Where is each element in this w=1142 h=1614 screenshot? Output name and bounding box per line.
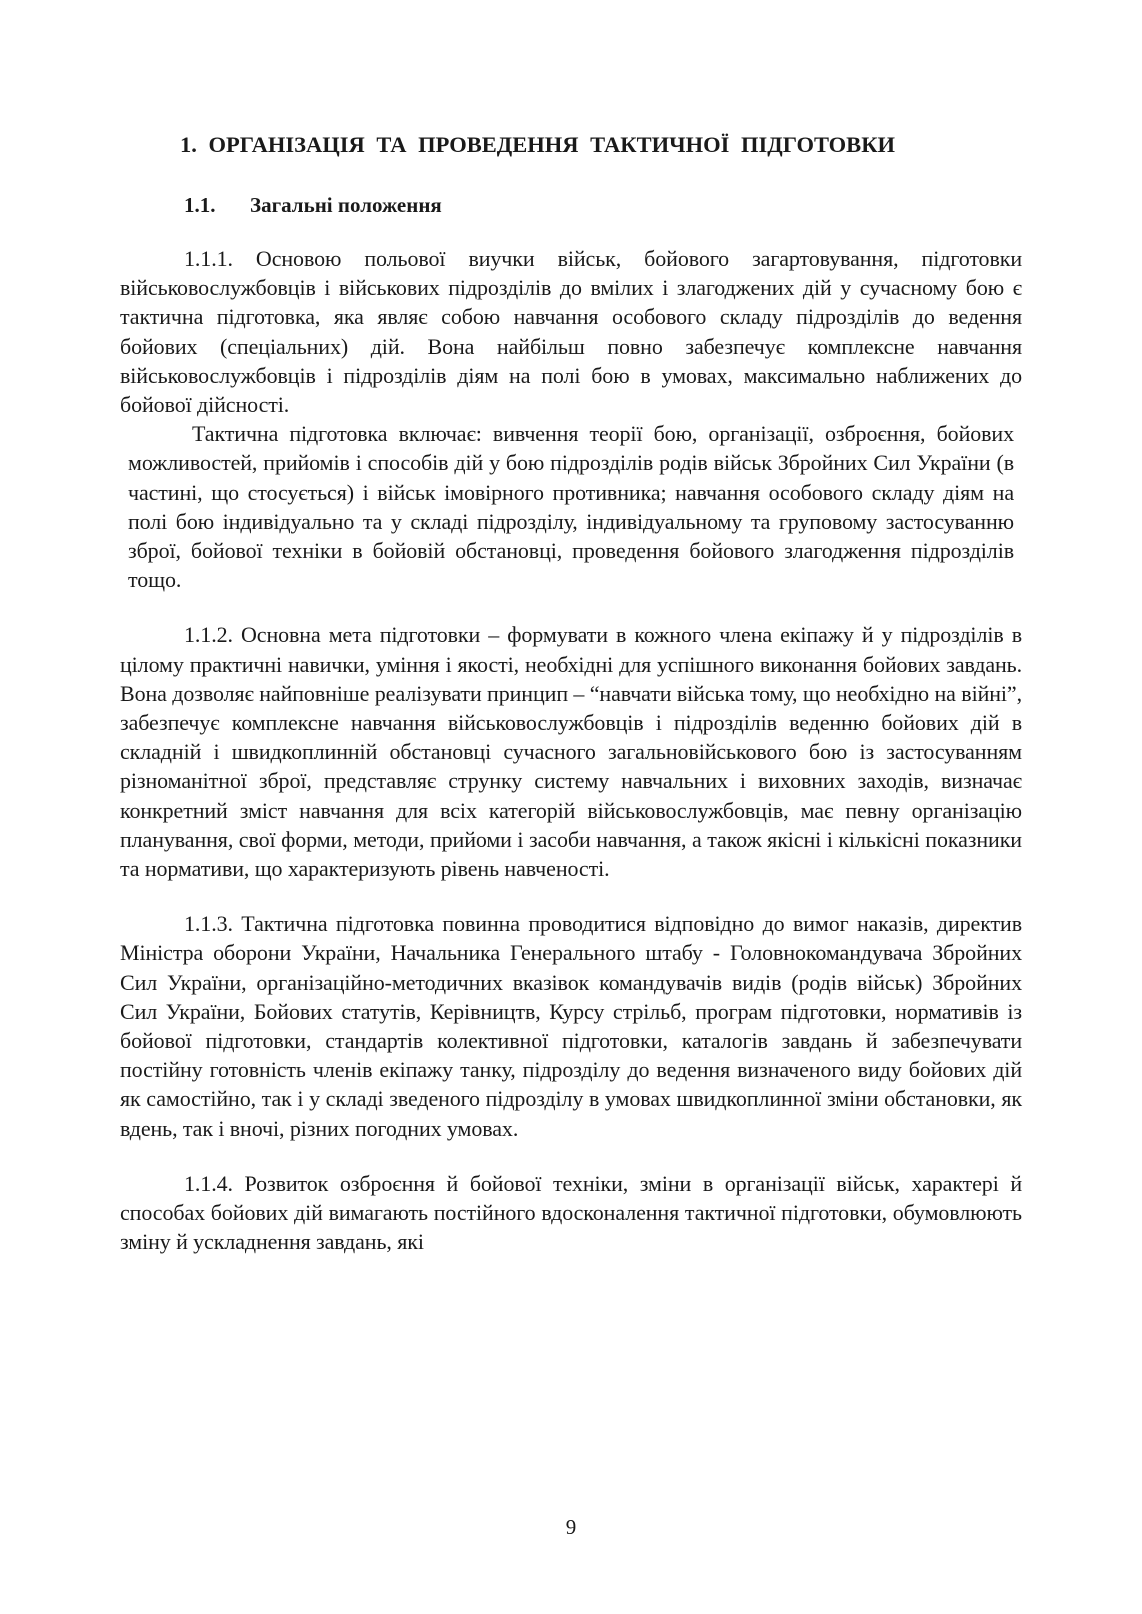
subsection-title: Загальні положення <box>250 193 442 217</box>
page-number: 9 <box>565 1515 577 1539</box>
page-content <box>120 130 1022 1257</box>
paragraph-1-1-4: 1.1.4. Розвиток озброєння й бойової техніки, зміни в організації військ, характері й способах бойових дій вимагають постійного вдосконалення тактичної підготовки, обумовлюють зміну й ускладнення завдань, які <box>120 1170 1022 1255</box>
subsection-number: 1.1. <box>184 193 216 217</box>
subsection-heading <box>120 190 1022 220</box>
paragraph-1-1-2: 1.1.2. Основна мета підготовки – формувати в кожного члена екіпажу й у підрозділів в цілому практичні навички, уміння і якості, необхідні для успішного виконання бойових завдань. Вона дозволяє найповніше реалізувати принцип – “навчати війська тому, що необхідно на війні”, забезпечує комплексне навчання військовослужбовців і підрозділів веденню бойових дій в складній і швидкоплинній обстановці сучасного загальновійськового бою із застосуванням різноманітної зброї, представляє струнку систему навчальних і виховних заходів, визначає конкретний зміст навчання для всіх категорій військовослужбовців, має певну організацію планування, свої форми, методи, прийоми і засоби навчання, а також якісні і кількісні показники та нормативи, що характеризують рівень навченості. <box>120 622 1022 882</box>
paragraph-1-1-1: 1.1.1. Основою польової виучки військ, бойового загартовування, підготовки військовослужбовців і військових підрозділів до вмілих і злагоджених дій у сучасному бою є тактична підготовка, яка являє собою навчання особового складу підрозділів до ведення бойових (спеціальних) дій. Вона найбільш повно забезпечує комплексне навчання військовослужбовців і підрозділів діям на полі бою в умовах, максимально наближених до бойової дійсності. <box>120 246 1022 418</box>
paragraph-tactical-training-includes: Тактична підготовка включає: вивчення теорії бою, організації, озброєння, бойових можливостей, прийомів і способів дій у бою підрозділів родів військ Збройних Сил України (в частині, що стосується) і військ імовірного противника; навчання особового складу діям на полі бою індивідуально та у складі підрозділу, індивідуальному та груповому застосуванню зброї, бойової техніки в бойовій обстановці, проведення бойового злагодження підрозділів тощо. <box>128 421 1014 593</box>
paragraph-1-1-3: 1.1.3. Тактична підготовка повинна проводитися відповідно до вимог наказів, директив Міністра оборони України, Начальника Генерального штабу - Головнокомандувача Збройних Сил України, організаційно-методичних вказівок командувачів видів (родів військ) Збройних Сил України, Бойових статутів, Керівництв, Курсу стрільб, програм підготовки, нормативів із бойової підготовки, стандартів колективної підготовки, каталогів завдань й забезпечувати постійну готовність членів екіпажу танку, підрозділу до ведення визначеного виду бойових дій як самостійно, так і у складі зведеного підрозділу в умовах швидкоплинної зміни обстановки, як вдень, так і вночі, різних погодних умовах. <box>120 911 1022 1141</box>
section-heading: 1. ОРГАНІЗАЦІЯ ТА ПРОВЕДЕННЯ ТАКТИЧНОЇ ПІДГОТОВКИ <box>180 132 896 157</box>
